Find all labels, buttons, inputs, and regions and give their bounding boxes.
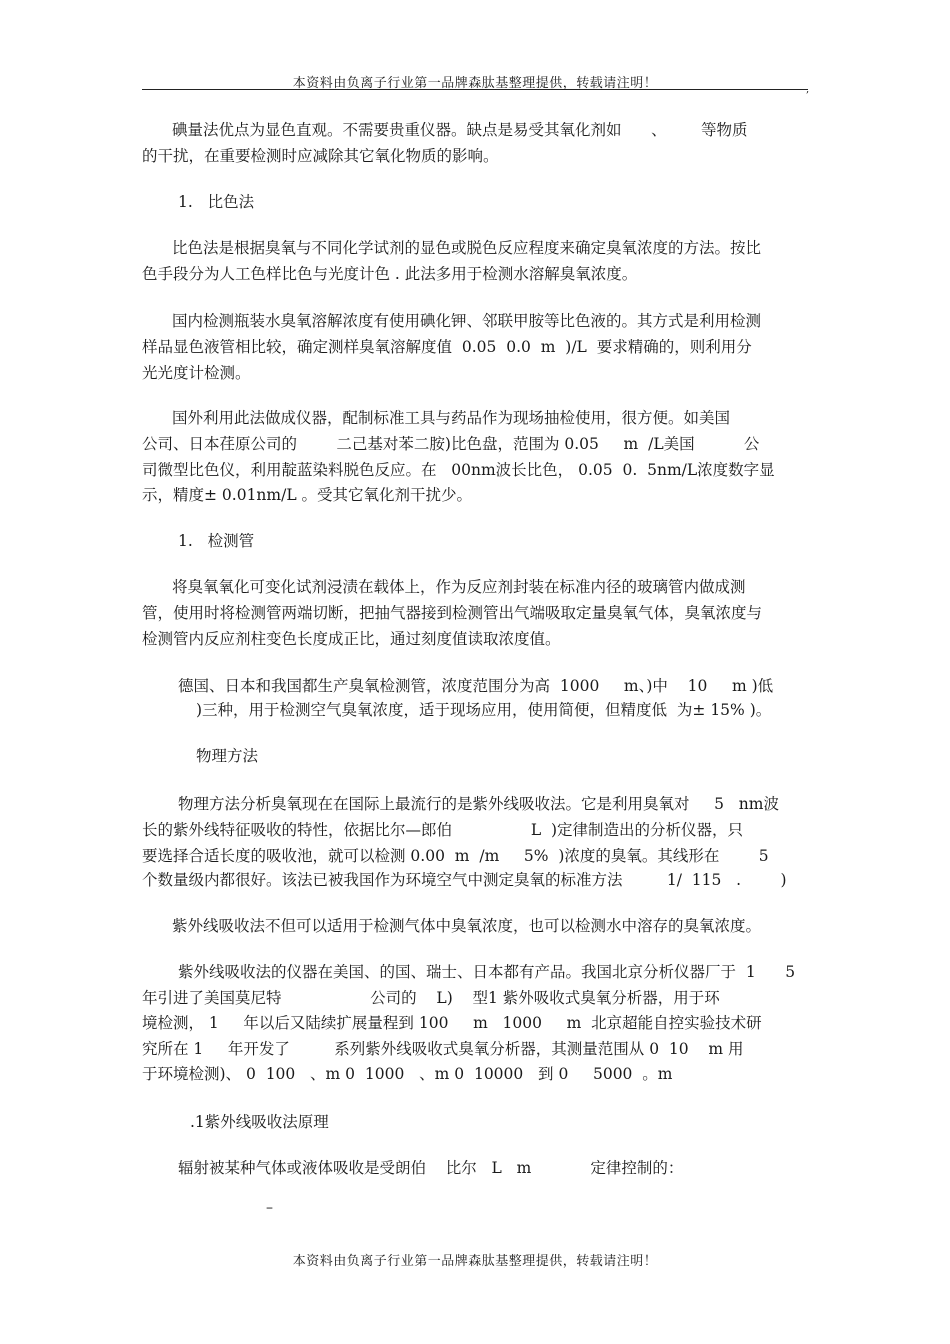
text-line: 的干扰，在重要检测时应减除其它氧化物质的影响。 (142, 147, 499, 165)
text-line: 将臭氧氧化可变化试剂浸渍在载体上，作为反应剂封装在标准内径的玻璃管内做成测 (172, 578, 746, 596)
text-line: .1紫外线吸收法原理 (190, 1113, 329, 1131)
page-footer: 本资料由负离子行业第一品牌森肽基整理提供，转载请注明！ (292, 1254, 658, 1269)
text-line: 管，使用时将检测管两端切断，把抽气器接到检测管出气端吸取定量臭氧气体，臭氧浓度与 (142, 604, 763, 622)
text-line: )三种，用于检测空气臭氧浓度，适于现场应用，使用简便，但精度低 为± 15% )。 (196, 701, 772, 719)
text-line: 比色法是根据臭氧与不同化学试剂的显色或脱色反应程度来确定臭氧浓度的方法。按比 (172, 239, 762, 257)
text-line: 国外利用此法做成仪器，配制标准工具与药品作为现场抽检使用，很方便。如美国 (172, 409, 731, 427)
text-line: 德国、日本和我国都生产臭氧检测管，浓度范围分为高 1000 m、)中 10 m )低 (178, 677, 774, 695)
text-line: 物理方法分析臭氧现在在国际上最流行的是紫外线吸收法。它是利用臭氧对 5 nm波 (178, 795, 779, 813)
text-line: 物理方法 (196, 747, 259, 765)
text-line: 1. 检测管 (178, 532, 255, 550)
text-line: 长的紫外线特征吸收的特性，依据比尔—郎伯 L )定律制造出的分析仪器，只 (142, 821, 744, 839)
text-line: 年引进了美国莫尼特 公司的 L) 型1 紫外吸收式臭氧分析器，用于环 (142, 989, 720, 1007)
text-line: 个数量级内都很好。该法已被我国作为环境空气中测定臭氧的标准方法 1/ 115 . ) (142, 871, 787, 889)
text-line: 色手段分为人工色样比色与光度计色 . 此法多用于检测水溶解臭氧浓度。 (142, 265, 638, 283)
text-line: 光光度计检测。 (142, 364, 251, 382)
text-line: 境检测， 1 年以后又陆续扩展量程到 100 m 1000 m 北京超能自控实验技术研 (142, 1014, 762, 1032)
text-line: 司微型比色仪，利用靛蓝染料脱色反应。在 00nm波长比色， 0.05 0. 5nm/L浓度数字显 (142, 461, 775, 479)
text-line: 1. 比色法 (178, 193, 255, 211)
text-line: 紫外线吸收法的仪器在美国、的国、瑞士、日本都有产品。我国北京分析仪器厂于 1 5 (178, 963, 796, 981)
text-line: 样品显色液管相比较，确定测样臭氧溶解度值 0.05 0.0 m )/L 要求精确的，则利用分 (142, 338, 752, 356)
text-line: 究所在 1 年开发了 系列紫外线吸收式臭氧分析器，其测量范围从 0 10 m 用 (142, 1040, 744, 1058)
formula-dash: – (266, 1200, 273, 1216)
header-rule (142, 89, 808, 90)
text-line: 辐射被某种气体或液体吸收是受朗伯 比尔 L m 定律控制的： (178, 1159, 684, 1177)
page-header: 本资料由负离子行业第一品牌森肽基整理提供，转载请注明！ (292, 76, 658, 91)
text-line: 于环境检测)、 0 100 、m 0 1000 、m 0 10000 到 0 5000 。m (142, 1065, 673, 1083)
text-line: 国内检测瓶装水臭氧溶解浓度有使用碘化钾、邻联甲胺等比色液的。其方式是利用检测 (172, 312, 762, 330)
text-line: 公司、日本荏原公司的 二己基对苯二胺)比色盘，范围为 0.05 m /L美国 公 (142, 435, 760, 453)
text-line: 检测管内反应剂柱变色长度成正比，通过刻度值读取浓度值。 (142, 630, 561, 648)
text-line: 示，精度± 0.01nm/L 。受其它氧化剂干扰少。 (142, 486, 473, 504)
header-mark: , (806, 84, 810, 95)
text-line: 碘量法优点为显色直观。不需要贵重仪器。缺点是易受其氧化剂如 、 等物质 (172, 121, 748, 139)
text-line: 紫外线吸收法不但可以适用于检测气体中臭氧浓度，也可以检测水中溶存的臭氧浓度。 (172, 917, 762, 935)
text-line: 要选择合适长度的吸收池，就可以检测 0.00 m /m 5% )浓度的臭氧。其线形在 5 (142, 847, 769, 865)
